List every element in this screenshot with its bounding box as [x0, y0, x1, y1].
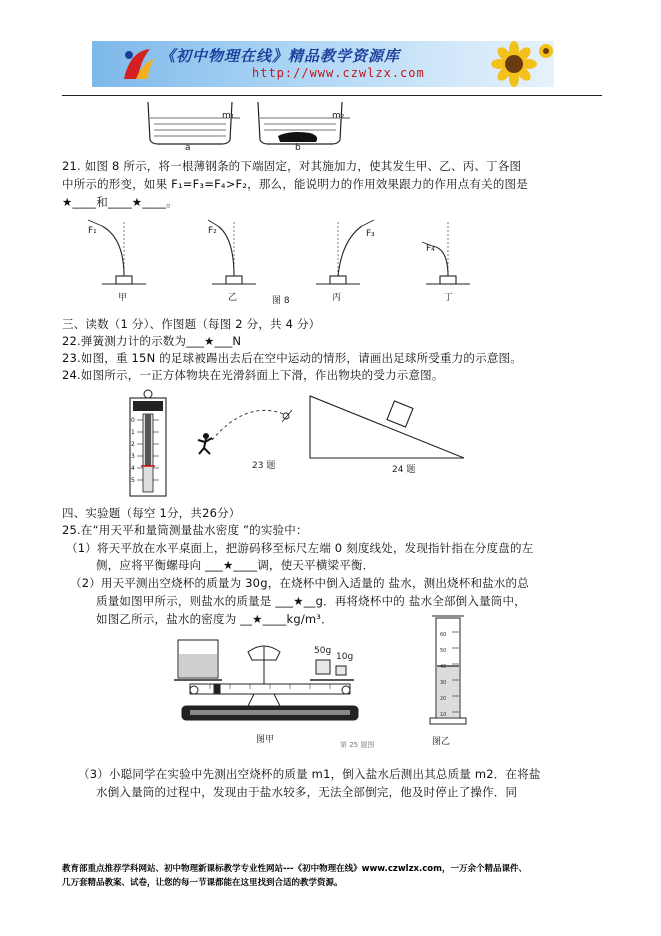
logo-icon [120, 45, 156, 83]
weight-10g: 10g [336, 652, 354, 662]
q25-p2-line2: 质量如图甲所示，则盐水的质量是 ___★__g．再将烧杯中的 盐水全部倒入量筒中， [96, 594, 526, 608]
footer-line2: 几万套精品教案、试卷，让您的每一节课都能在这里找到合适的教学资源。 [62, 878, 343, 888]
q25-p3-line2: 水倒入量筒的过程中，发现由于盐水较多，无法全部倒完，他及时停止了操作．同 [96, 785, 518, 799]
fig23-caption: 23 题 [252, 461, 276, 471]
scale-tick: 4 [131, 465, 135, 472]
cylinder-tick: 50 [440, 648, 447, 654]
fig24-caption: 24 题 [392, 465, 416, 475]
mark-m2: m₂ [332, 111, 345, 121]
fig8-label-ding: 丁 [444, 293, 454, 303]
q25-p1-line2: 侧，应将平衡螺母向 ___★____调，使天平横梁平衡． [96, 558, 375, 572]
fig8-force-4: F₄ [426, 244, 435, 254]
q21-line1: 21. 如图 8 所示，将一根薄钢条的下端固定，对其施加力，使其发生甲、乙、丙、丁各图 [62, 159, 522, 173]
fig8-caption: 图 8 [272, 296, 290, 306]
q25-p3-line1: （3）小聪同学在实验中先测出空烧杯的质量 m1，倒入盐水后测出其总质量 m2．在将盐 [78, 767, 541, 781]
figure-24 [306, 392, 470, 464]
scale-tick: 2 [131, 441, 135, 448]
scale-tick: 3 [131, 453, 135, 460]
fig8-label-bing: 丙 [332, 293, 342, 303]
fig8-label-jia: 甲 [118, 293, 128, 303]
measuring-cylinder [424, 612, 472, 732]
q24-text: 24.如图所示，一正方体物块在光滑斜面上下滑，作出物块的受力示意图。 [62, 368, 444, 382]
scale-tick-labels [131, 415, 135, 487]
section3-heading: 三、读数（1 分）、作图题（每图 2 分，共 4 分） [62, 317, 321, 331]
figure-23 [196, 400, 306, 460]
beaker-figure [140, 98, 380, 150]
q25-intro: 25.在“用天平和量筒测量盐水密度 ”的实验中： [62, 523, 308, 537]
scale-tick: 5 [131, 477, 135, 484]
balance-figure [170, 632, 370, 730]
q21-line3: ★____和____★____。 [62, 195, 178, 209]
fig8-force-1: F₁ [88, 226, 97, 236]
cylinder-tick: 20 [440, 696, 447, 702]
fig8-force-2: F₂ [208, 226, 217, 236]
beaker-label-a: a [185, 143, 191, 153]
fig25-caption: 第 25 题图 [340, 741, 375, 749]
cylinder-tick: 10 [440, 712, 447, 718]
footer [62, 862, 527, 890]
q25-p2-line1: （2）用天平测出空烧杯的质量为 30g，在烧杯中倒入适量的 盐水，测出烧杯和盐水的总 [70, 576, 529, 590]
banner-title: 《初中物理在线》精品教学资源库 [160, 47, 401, 65]
banner-url: http://www.czwlzx.com [252, 66, 425, 80]
scale-tick: 1 [131, 429, 135, 436]
beaker-label-b: b [295, 143, 301, 153]
cylinder-tick: 40 [440, 664, 447, 670]
q22-text: 22.弹簧测力计的示数为___★___N [62, 334, 242, 348]
mark-m1: m₁ [222, 111, 235, 121]
footer-line1: 教育部重点推荐学科网站、初中物理新课标教学专业性网站---《初中物理在线》www.czwlzx.com，一万余个精品课件、 [62, 864, 527, 874]
fig8-force-3: F₃ [366, 229, 375, 239]
header-rule [62, 95, 602, 96]
fig-jia-label: 图甲 [256, 735, 275, 745]
q25-p2-line3: 如图乙所示，盐水的密度为 __★____kg/m³． [96, 612, 333, 626]
fig8-label-yi: 乙 [228, 293, 238, 303]
sunflower-icon [484, 41, 554, 87]
cylinder-tick: 60 [440, 632, 447, 638]
q23-text: 23.如图，重 15N 的足球被踢出去后在空中运动的情形，请画出足球所受重力的示意图。 [62, 351, 522, 365]
q21-line2: 中所示的形变，如果 F₁=F₃=F₄>F₂，那么，能说明力的作用效果跟力的作用点有关的图是 [62, 177, 528, 191]
header-banner [92, 41, 554, 87]
cylinder-tick: 30 [440, 680, 447, 686]
weight-50g: 50g [314, 646, 332, 656]
section4-heading: 四、实验题（每空 1分，共26分） [62, 506, 241, 520]
fig-yi-label: 图乙 [432, 737, 451, 747]
scale-tick: 0 [131, 417, 135, 424]
q25-p1-line1: （1）将天平放在水平桌面上，把游码移至标尺左端 0 刻度线处，发现指针指在分度盘的左 [66, 541, 534, 555]
cylinder-tick-labels [440, 627, 446, 723]
